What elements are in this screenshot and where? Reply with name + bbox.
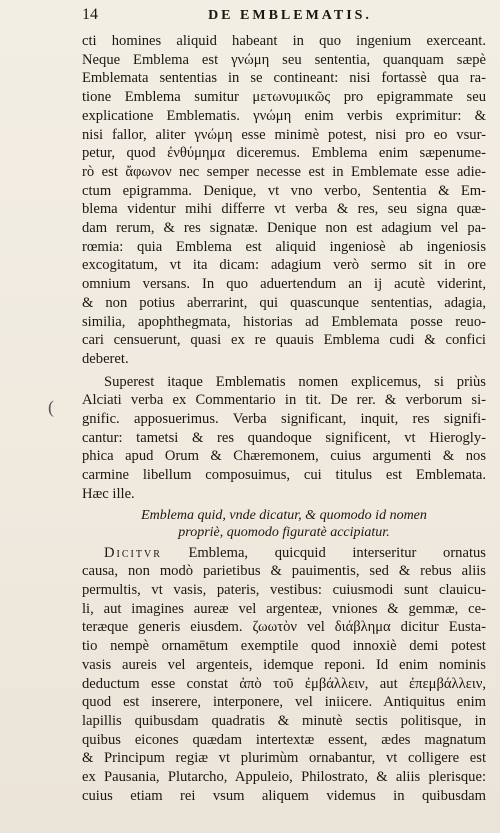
text-line: & non potius aberrarint, qui quascunque sententias, adagia,: [82, 294, 486, 311]
text-line: lapillis quibusdam quadratis & minutè sectis politisque, in: [82, 712, 486, 729]
paragraph-2: [82, 373, 486, 504]
text-line: deberet.: [82, 350, 129, 367]
text-line: & Principum regiæ vt plurimùm ornabantur, vt colligere est: [82, 750, 486, 767]
text-line: quibus eicones quædam intertextæ essent, ædes magnatum: [82, 731, 486, 748]
text-line: blema videntur mihi differre vt verba & res, seu signa quæ-: [82, 201, 486, 218]
page-number: 14: [82, 6, 98, 23]
section-caption: [82, 507, 486, 541]
text-line: omnium versans. In quo aduertendum an ij acutè viderint,: [82, 276, 486, 293]
drop-word: Dicitvr: [104, 544, 162, 561]
text-line: Hæc ille.: [82, 485, 135, 502]
text-line: carmine libellum composuimus, cui titulus est Emblemata.: [82, 467, 486, 484]
text-line: teræque generis eiusdem. ζωωτὸν vel διάβλημα dicitur Eusta-: [82, 619, 486, 636]
text-line: dam rerum, & res signatæ. Denique non est adagium vel pa-: [82, 220, 486, 237]
text-line: rò est ἄφωνον nec semper necesse est in Emblemate esse adie-: [82, 163, 486, 180]
text-line: Neque Emblema est γνώμη seu sententia, quanquam sæpè: [82, 51, 486, 68]
first-line-text: Emblema, quicquid interseritur ornatus: [161, 544, 486, 561]
running-head: DE EMBLEMATIS.: [208, 8, 372, 23]
caption-line: Emblema quid, vnde dicatur, & quomodo id nomen: [141, 507, 427, 523]
page-header: [82, 6, 486, 32]
text-line: tio nempè ornamētum exemptile quod innoxiè demi potest: [82, 638, 486, 655]
text-line: [82, 544, 486, 563]
text-line: cantur: tametsi & res quandoque significent, vt Hierogly-: [82, 429, 486, 446]
text-line: phica apud Orum & Chæremonem, cuius argumenti & nos: [82, 448, 486, 465]
text-line: ctum epigramma. Denique, vt vno verbo, Sententia & Em-: [82, 182, 486, 199]
text-line: gnific. apposuerimus. Verba significant, inquit, res signifi-: [82, 411, 486, 428]
text-line: cuius etiam rei vsum aliquem videmus in quibusdam: [82, 787, 486, 804]
text-line: causa, non modò parietibus & pauimentis, sed & rebus aliis: [82, 563, 486, 580]
caption-line: propriè, quomodo figuratè accipiatur.: [178, 524, 390, 540]
text-line: cti homines aliquid habeant in quo ingenium exerceant.: [82, 33, 486, 49]
text-line: petur, quod ἐνθύμημα diceremus. Emblema enim sæpenume-: [82, 145, 486, 162]
text-line: li, aut imagines aureæ vel argenteæ, vniones & gemmæ, ce-: [82, 600, 486, 617]
paragraph-3: [82, 544, 486, 806]
text-line: cari censuerunt, quasi ex re quauis Emblema cudi & confici: [82, 332, 486, 349]
margin-mark: (: [48, 397, 54, 417]
text-line: Emblemata sententias in se contineant: nisi fortassè qua ra-: [82, 70, 486, 87]
text-line: explicatione Emblematis. γνώμη enim verbis exprimitur: &: [82, 107, 486, 124]
text-line: vasis aureis vel argenteis, idemque reponi. Id enim nominis: [82, 656, 486, 673]
text-line: similia, apophthegmata, historias ad Emblemata posse reuo-: [82, 313, 486, 330]
text-line: quod est inserere, interponere, vel iniicere. Antiquitus enim: [82, 694, 486, 711]
text-line: Superest itaque Emblematis nomen explicemus, si priùs: [104, 373, 486, 390]
page-body: [82, 32, 486, 805]
text-line: tione Emblema sumitur μετωνυμικῶς pro epigrammate seu: [82, 89, 486, 106]
text-line: ex Pausania, Plutarcho, Appuleio, Philostrato, & aliis plerisque:: [82, 769, 486, 786]
text-line: rœmia: quia Emblema est aliquid ingeniosè ab ingeniosis: [82, 238, 486, 255]
text-line: permultis, vt vasis, pateris, vestibus: cuiusmodi sunt clauicu-: [82, 581, 486, 598]
text-line: nisi fallor, aliter γνώμη esse minimè potest, nisi pro eo vsur-: [82, 126, 486, 143]
paragraph-1: [82, 32, 486, 369]
text-line: deductum esse constat ἀπὸ τοῦ ἐμβάλλειν, aut ἐπεμβάλλειν,: [82, 675, 486, 692]
text-line: excogitatum, vt ita dicam: adagium verò sermo sit in ore: [82, 257, 486, 274]
text-line: Alciati verba ex Commentario in tit. De rer. & verborum si-: [82, 392, 486, 409]
